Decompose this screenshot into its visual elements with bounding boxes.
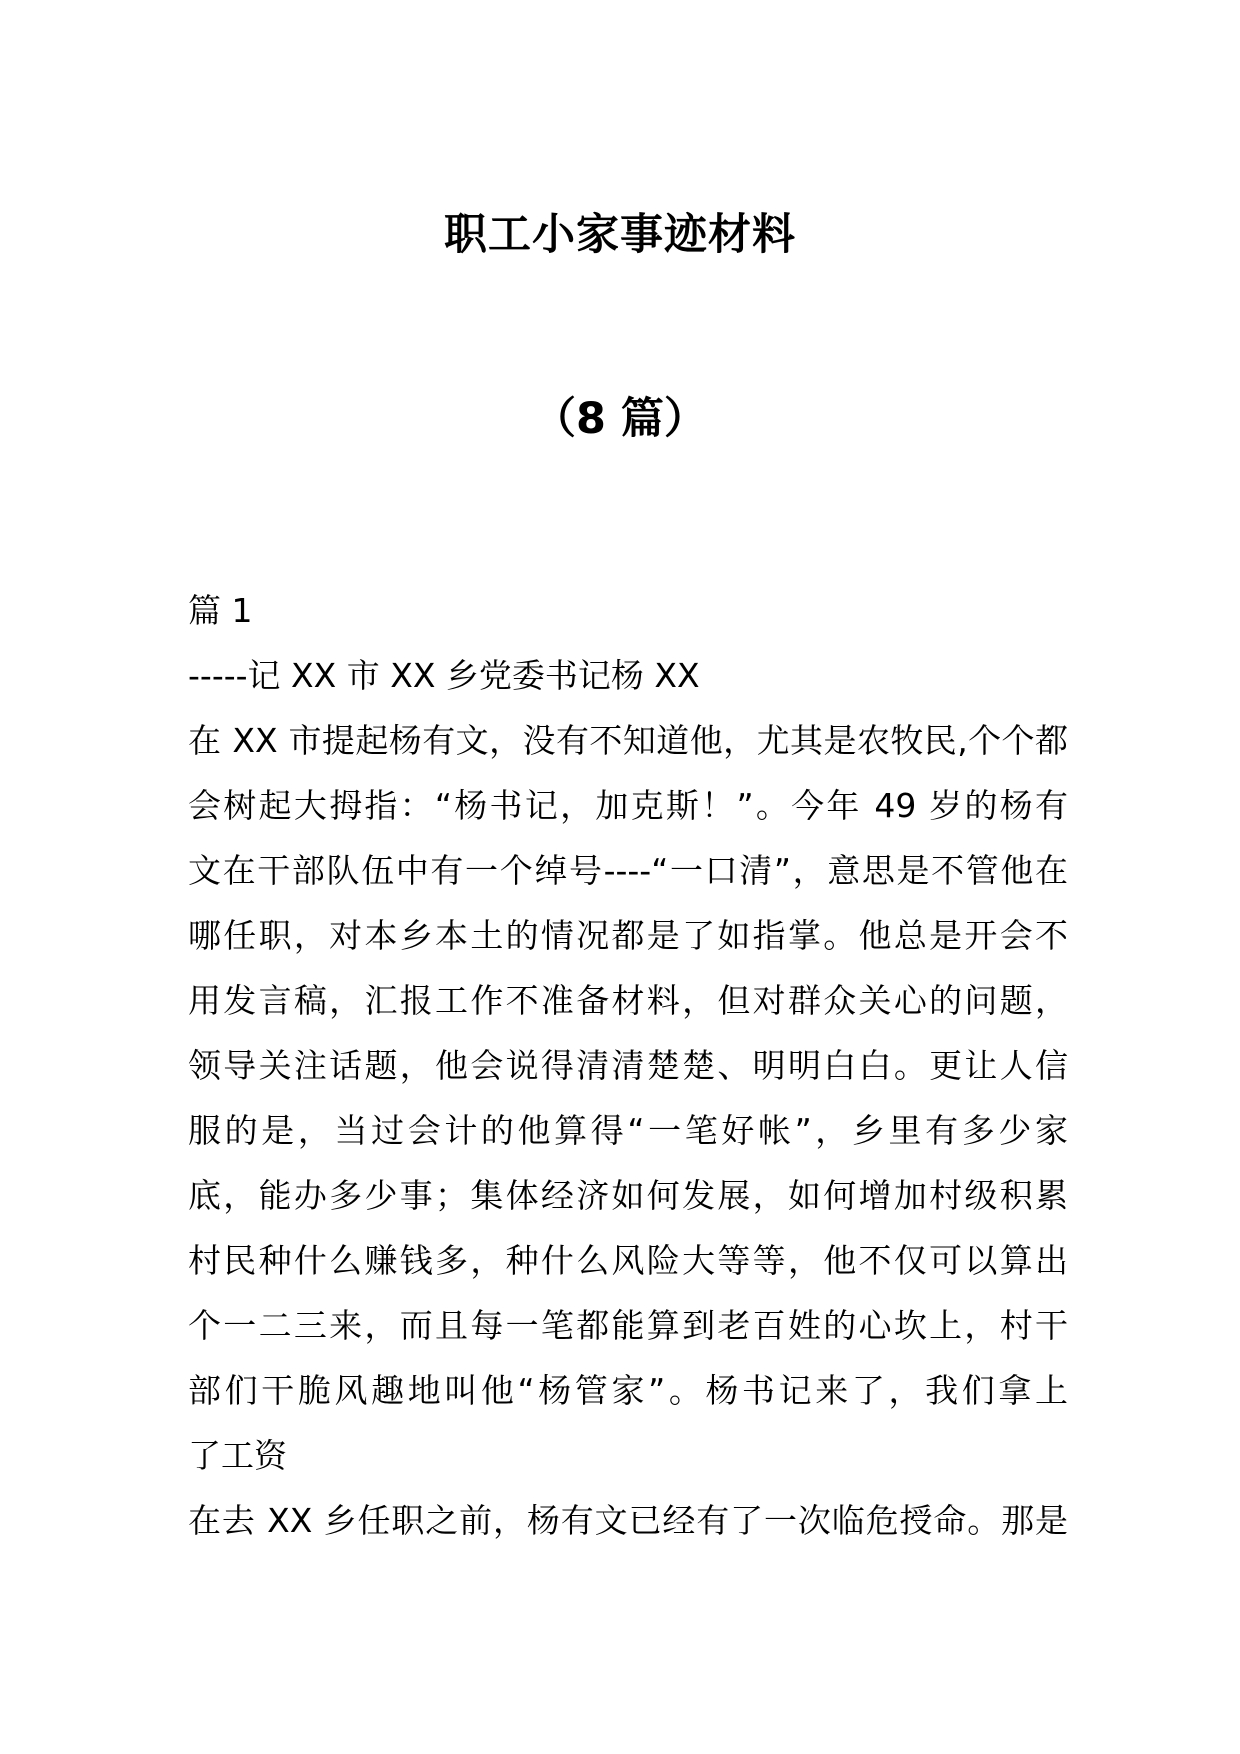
body-text-line: 村民种什么赚钱多，种什么风险大等等，他不仅可以算出 (188, 1241, 1068, 1280)
body-text-line: 领导关注话题，他会说得清清楚楚、明明白白。更让人信 (188, 1046, 1068, 1085)
body-text-line: 会树起大拇指：“杨书记，加克斯！”。今年 49 岁的杨有 (188, 786, 1068, 825)
body-text-line: 在去 XX 乡任职之前，杨有文已经有了一次临危授命。那是 (188, 1501, 1068, 1540)
section-heading: 篇 1 (188, 591, 253, 630)
section-byline: -----记 XX 市 XX 乡党委书记杨 XX (188, 656, 700, 695)
body-text-line: 个一二三来，而且每一笔都能算到老百姓的心坎上，村干 (188, 1306, 1068, 1345)
document-body (188, 578, 1068, 1553)
body-text-line: 哪任职，对本乡本土的情况都是了如指掌。他总是开会不 (188, 916, 1068, 955)
document-subtitle: （8 篇） (533, 394, 707, 444)
body-text-line: 用发言稿，汇报工作不准备材料，但对群众关心的问题， (188, 981, 1068, 1020)
body-text-line: 在 XX 市提起杨有文，没有不知道他，尤其是农牧民,个个都 (188, 721, 1068, 760)
document-title: 职工小家事迹材料 (444, 210, 796, 260)
body-text-line: 了工资 (188, 1436, 287, 1475)
body-text-line: 底，能办多少事；集体经济如何发展，如何增加村级积累 (188, 1176, 1068, 1215)
body-text-line: 服的是，当过会计的他算得“一笔好帐”，乡里有多少家 (188, 1111, 1068, 1150)
body-text-line: 文在干部队伍中有一个绰号----“一口清”，意思是不管他在 (188, 851, 1068, 890)
body-text-line: 部们干脆风趣地叫他“杨管家”。杨书记来了，我们拿上 (188, 1371, 1068, 1410)
